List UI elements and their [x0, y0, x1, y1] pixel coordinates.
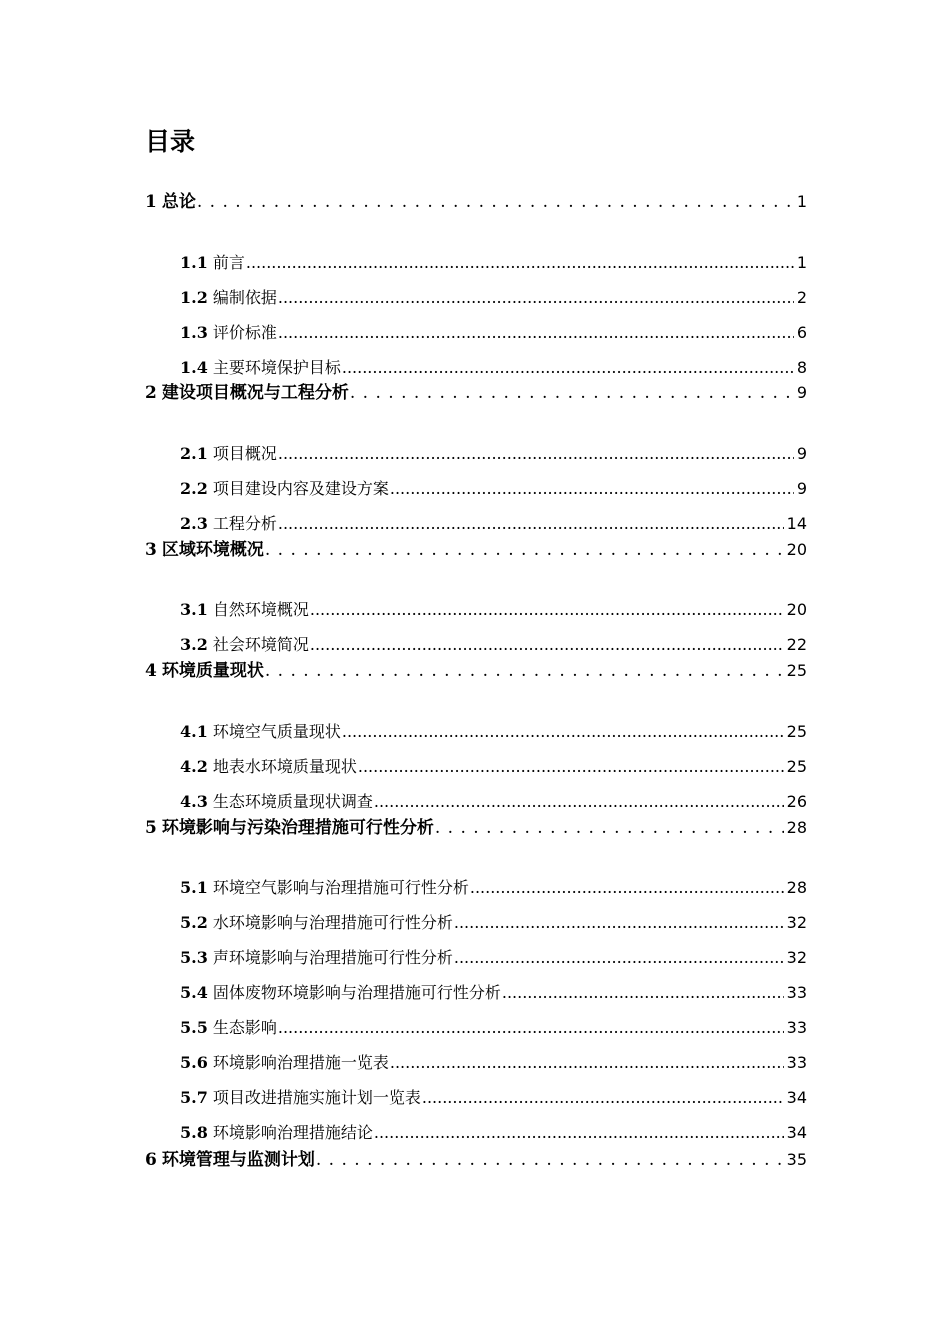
toc-dot-leader: [342, 720, 784, 744]
toc-entry-number: 1.1: [180, 253, 208, 272]
toc-section-entry[interactable]: [180, 321, 807, 345]
toc-entry-label: 建设项目概况与工程分析: [161, 383, 349, 403]
toc-dot-leader: [278, 442, 794, 466]
toc-entry-page-number: 33: [786, 1018, 807, 1037]
toc-entry-number: 2.3: [180, 514, 208, 533]
toc-entry-number: 5.1: [180, 878, 208, 897]
toc-dot-leader: [454, 911, 784, 935]
toc-entry-label: 自然环境概况: [212, 600, 309, 619]
toc-entry-page-number: 33: [786, 1053, 807, 1072]
toc-entry-number: 3.1: [180, 600, 208, 619]
toc-entry-label: 主要环境保护目标: [212, 358, 341, 377]
toc-entry-page-number: 8: [796, 358, 807, 377]
toc-entry-label: 环境空气影响与治理措施可行性分析: [212, 878, 469, 897]
toc-entry-number: 5.3: [180, 948, 208, 967]
toc-entry-page-number: 28: [786, 878, 807, 897]
toc-entry-label: 环境影响治理措施一览表: [212, 1053, 389, 1072]
toc-dot-leader: [358, 755, 784, 779]
toc-chapter-entry[interactable]: [145, 380, 807, 406]
toc-entry-number: 2.1: [180, 444, 208, 463]
toc-section-entry[interactable]: [180, 633, 807, 657]
toc-dot-leader: [390, 1051, 784, 1075]
toc-entry-label: 地表水环境质量现状: [212, 757, 357, 776]
toc-entry-number: 5.5: [180, 1018, 208, 1037]
toc-entry-page-number: 9: [796, 479, 807, 498]
toc-dot-leader: [435, 815, 784, 841]
toc-entry-page-number: 14: [786, 514, 807, 533]
toc-entry-number: 5.6: [180, 1053, 208, 1072]
toc-entry-label: 评价标准: [212, 323, 277, 342]
toc-entry-number: 2: [145, 383, 157, 403]
toc-entry-number: 3.2: [180, 635, 208, 654]
toc-entry-number: 2.2: [180, 479, 208, 498]
toc-dot-leader: [470, 876, 784, 900]
toc-entry-label: 环境影响治理措施结论: [212, 1123, 373, 1142]
toc-dot-leader: [310, 633, 784, 657]
toc-section-entry[interactable]: [180, 251, 807, 275]
toc-dot-leader: [316, 1147, 784, 1173]
toc-entry-page-number: 25: [786, 722, 807, 741]
toc-entry-label: 项目建设内容及建设方案: [212, 479, 389, 498]
toc-entry-number: 4: [145, 661, 157, 681]
toc-dot-leader: [310, 598, 784, 622]
toc-section-entry[interactable]: [180, 442, 807, 466]
toc-section-entry[interactable]: [180, 1086, 807, 1110]
toc-entry-number: 4.3: [180, 792, 208, 811]
toc-entry-label: 前言: [212, 253, 245, 272]
toc-entry-label: 环境影响与污染治理措施可行性分析: [161, 818, 434, 838]
toc-entry-page-number: 33: [786, 983, 807, 1002]
toc-entry-page-number: 9: [796, 383, 807, 402]
toc-entry-label: 声环境影响与治理措施可行性分析: [212, 948, 453, 967]
toc-chapter-entry[interactable]: [145, 537, 807, 563]
toc-section-entry[interactable]: [180, 946, 807, 970]
toc-entry-page-number: 20: [786, 540, 807, 559]
toc-entry-page-number: 34: [786, 1088, 807, 1107]
toc-section-entry[interactable]: [180, 1051, 807, 1075]
toc-dot-leader: [502, 981, 784, 1005]
toc-entry-label: 社会环境简况: [212, 635, 309, 654]
toc-entry-number: 6: [145, 1150, 157, 1170]
toc-entry-number: 4.2: [180, 757, 208, 776]
toc-entry-page-number: 9: [796, 444, 807, 463]
toc-dot-leader: [454, 946, 784, 970]
toc-entry-label: 工程分析: [212, 514, 277, 533]
toc-chapter-entry[interactable]: [145, 658, 807, 684]
toc-section-entry[interactable]: [180, 1121, 807, 1145]
toc-entry-page-number: 32: [786, 948, 807, 967]
toc-dot-leader: [350, 380, 794, 406]
toc-chapter-entry[interactable]: [145, 189, 807, 215]
toc-entry-label: 项目改进措施实施计划一览表: [212, 1088, 421, 1107]
toc-entry-page-number: 28: [786, 818, 807, 837]
toc-dot-leader: [374, 1121, 784, 1145]
toc-entry-label: 编制依据: [212, 288, 277, 307]
toc-dot-leader: [265, 537, 784, 563]
toc-section-entry[interactable]: [180, 981, 807, 1005]
toc-entry-number: 5.2: [180, 913, 208, 932]
toc-dot-leader: [422, 1086, 784, 1110]
toc-entry-number: 1.3: [180, 323, 208, 342]
toc-entry-page-number: 34: [786, 1123, 807, 1142]
toc-entry-number: 5: [145, 818, 157, 838]
toc-entry-label: 水环境影响与治理措施可行性分析: [212, 913, 453, 932]
toc-dot-leader: [342, 356, 794, 380]
toc-entry-label: 项目概况: [212, 444, 277, 463]
toc-entry-page-number: 35: [786, 1150, 807, 1169]
toc-section-entry[interactable]: [180, 512, 807, 536]
toc-section-entry[interactable]: [180, 1016, 807, 1040]
toc-entry-page-number: 2: [796, 288, 807, 307]
toc-entry-label: 环境管理与监测计划: [161, 1150, 315, 1170]
toc-dot-leader: [374, 790, 784, 814]
toc-entry-page-number: 25: [786, 661, 807, 680]
toc-entry-number: 5.8: [180, 1123, 208, 1142]
toc-entry-page-number: 32: [786, 913, 807, 932]
toc-chapter-entry[interactable]: [145, 1147, 807, 1173]
toc-dot-leader: [390, 477, 794, 501]
toc-section-entry[interactable]: [180, 477, 807, 501]
toc-entry-label: 区域环境概况: [161, 540, 264, 560]
toc-entry-label: 生态环境质量现状调查: [212, 792, 373, 811]
toc-entry-page-number: 22: [786, 635, 807, 654]
toc-entry-number: 1: [145, 192, 157, 212]
toc-entry-number: 1.2: [180, 288, 208, 307]
toc-entry-number: 3: [145, 540, 157, 560]
toc-section-entry[interactable]: [180, 755, 807, 779]
toc-entry-page-number: 1: [796, 253, 807, 272]
toc-section-entry[interactable]: [180, 720, 807, 744]
toc-entry-label: 固体废物环境影响与治理措施可行性分析: [212, 983, 501, 1002]
toc-section-entry[interactable]: [180, 911, 807, 935]
toc-entry-label: 总论: [161, 192, 196, 212]
toc-section-entry[interactable]: [180, 876, 807, 900]
toc-chapter-entry[interactable]: [145, 815, 807, 841]
toc-entry-page-number: 25: [786, 757, 807, 776]
toc-section-entry[interactable]: [180, 286, 807, 310]
toc-entry-number: 4.1: [180, 722, 208, 741]
toc-dot-leader: [246, 251, 794, 275]
toc-section-entry[interactable]: [180, 598, 807, 622]
toc-entry-number: 5.4: [180, 983, 208, 1002]
toc-section-entry[interactable]: [180, 356, 807, 380]
toc-dot-leader: [197, 189, 794, 215]
toc-entry-label: 环境空气质量现状: [212, 722, 341, 741]
toc-title: 目录: [145, 127, 196, 156]
toc-entry-number: 1.4: [180, 358, 208, 377]
toc-entry-page-number: 26: [786, 792, 807, 811]
toc-entry-page-number: 20: [786, 600, 807, 619]
toc-dot-leader: [278, 1016, 784, 1040]
toc-dot-leader: [265, 658, 784, 684]
toc-section-entry[interactable]: [180, 790, 807, 814]
toc-entry-label: 环境质量现状: [161, 661, 264, 681]
toc-dot-leader: [278, 286, 794, 310]
toc-entry-page-number: 6: [796, 323, 807, 342]
toc-entry-page-number: 1: [796, 192, 807, 211]
toc-entry-label: 生态影响: [212, 1018, 277, 1037]
toc-dot-leader: [278, 321, 794, 345]
toc-entry-number: 5.7: [180, 1088, 208, 1107]
toc-dot-leader: [278, 512, 784, 536]
